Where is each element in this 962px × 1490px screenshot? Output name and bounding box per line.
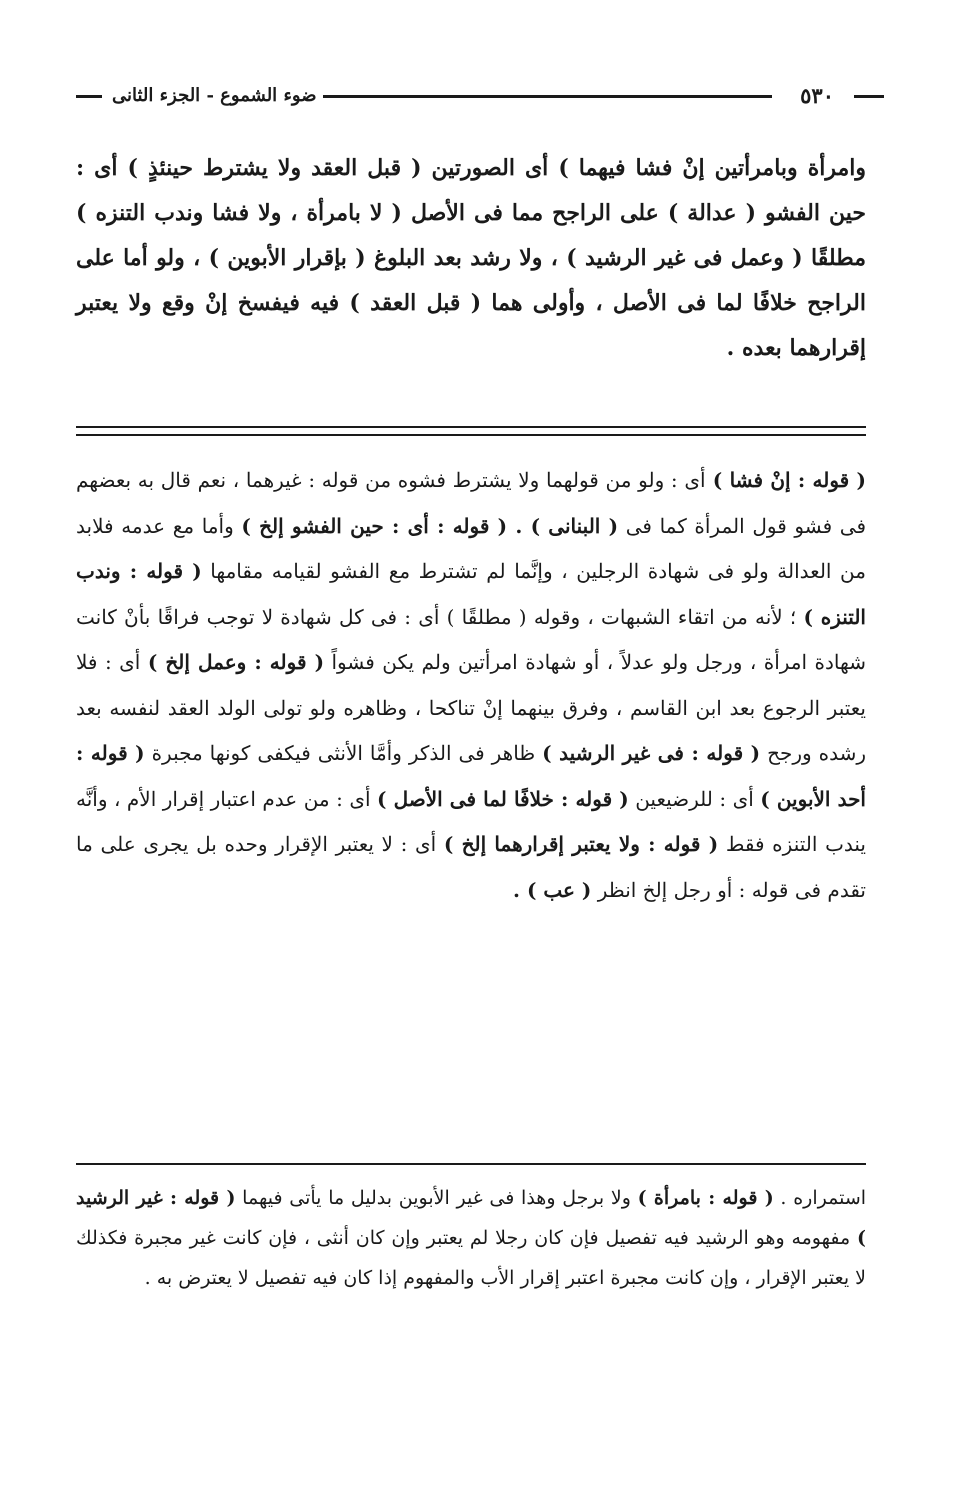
text-segment: أى : فلا يعتبر الرجوع بعد ابن القاسم ، وفرق بينهما إنْ تناكحا ، وظاهره ولو تولى الولد العقد لنفسه بعد رشده ورجح — [76, 650, 867, 765]
running-title: ضوء الشموع - الجزء الثانى — [106, 80, 323, 112]
main-text: وامرأة وبامرأتين إنْ فشا فيهما ) أى الصورتين ( قبل العقد ولا يشترط حينئذٍ ) أى : حين الفشو ( عدالة ) على الراجح مما فى الأصل ( لا بامرأة ، ولا فشا وندب التنزه ) مطلقًا ( وعمل فى غير الرشيد ) ، ولا رشد بعد البلوغ ( بإقرار الأبوين ) ، ولو أما على الراجح خلافًا لما فى الأصل ، وأولى هما ( قبل العقد ) فيه فيفسخ إنْ وقع ولا يعتبر إقرارهما بعده . — [76, 155, 866, 361]
page-header — [76, 80, 884, 112]
bold-quote-segment: ( — [849, 468, 866, 492]
text-segment: ؛ لأنه من اتقاء الشبهات ، وقوله ( مطلقًا ) أى : فى كل شهادة لا توجب فراقًا بأنْ كانت شهادة امرأة ، ورجل ولو عدلاً ، أو شهادة امرأتين ولم يكن فشواً — [76, 604, 866, 674]
text-segment: استمراره . — [773, 1187, 867, 1209]
bold-quote-segment: ( قوله : أحد الأبوين ) — [76, 741, 866, 811]
page-number: ٥٣٠ — [794, 80, 840, 112]
header-rule — [308, 95, 772, 98]
bold-quote-segment: ( قوله : غير الرشيد ) — [76, 1187, 866, 1249]
header-rule-left — [76, 95, 102, 98]
text-segment: ظاهر فى الذكر وأمَّا الأنثى فيكفى كونها مجبرة — [144, 741, 543, 765]
commentary-text — [76, 458, 866, 913]
text-segment: ولا برجل وهذا فى غير الأبوين بدليل ما يأتى فيهما — [235, 1187, 638, 1209]
text-segment: أى : من عدم اعتبار إقرار الأم ، وأنَّه يندب التنزه فقط — [76, 786, 866, 856]
bold-quote-segment: ( قوله : خلافًا لما فى الأصل ) — [377, 786, 629, 811]
text-segment: أى : ولو من قولهما ولا يشترط فشوه من قوله : غيرهما ، نعم قال به بعضهم فى فشو قول المرأة كما فى — [76, 468, 867, 538]
separator-rule-top — [76, 426, 866, 428]
bold-quote-segment: ( البنانى ) . ( قوله : أى : حين الفشو إلخ ) — [241, 513, 619, 538]
text-segment: وأما مع عدمه فلابد من العدالة ولو فى شهادة الرجلين ، وإنَّما لم تشترط مع الفشو لقيامه مقامها — [76, 513, 866, 583]
bold-quote-segment: ( قوله : بامرأة ) — [637, 1187, 774, 1209]
text-segment: أى : لا يعتبر الإقرار وحده بل يجرى على ما تقدم فى قوله : أو رجل إلخ انظر — [76, 832, 866, 902]
footnote-text — [76, 1178, 866, 1298]
header-rule-right — [854, 95, 884, 98]
bold-quote-segment: ( قوله : فى غير الرشيد ) — [542, 741, 761, 765]
bold-quote-segment: قوله : إنْ فشا — [729, 468, 850, 492]
separator-rule-bottom — [76, 434, 866, 436]
bold-quote-segment: ( عب ) . — [513, 877, 592, 902]
text-segment: أى : للرضيعين — [628, 786, 761, 811]
footnote-rule — [76, 1163, 866, 1165]
bold-quote-segment: ( قوله : وعمل إلخ ) — [147, 650, 325, 674]
bold-quote-segment: ( قوله : وندب التنزه ) — [76, 559, 866, 629]
text-segment: مفهومه وهو الرشيد فيه تفصيل فإن كان رجلا لم يعتبر وإن كان أنثى ، فإن كانت غير مجبرة فكذلك لا يعتبر الإقرار ، وإن كانت مجبرة اعتبر إقرار الأب والمفهوم إذا كان فيه تفصيل لا يعترض به . — [76, 1227, 866, 1289]
bold-quote-segment: ) — [705, 468, 730, 492]
bold-quote-segment: ( قوله : ولا يعتبر إقرارهما إلخ ) — [443, 832, 719, 856]
